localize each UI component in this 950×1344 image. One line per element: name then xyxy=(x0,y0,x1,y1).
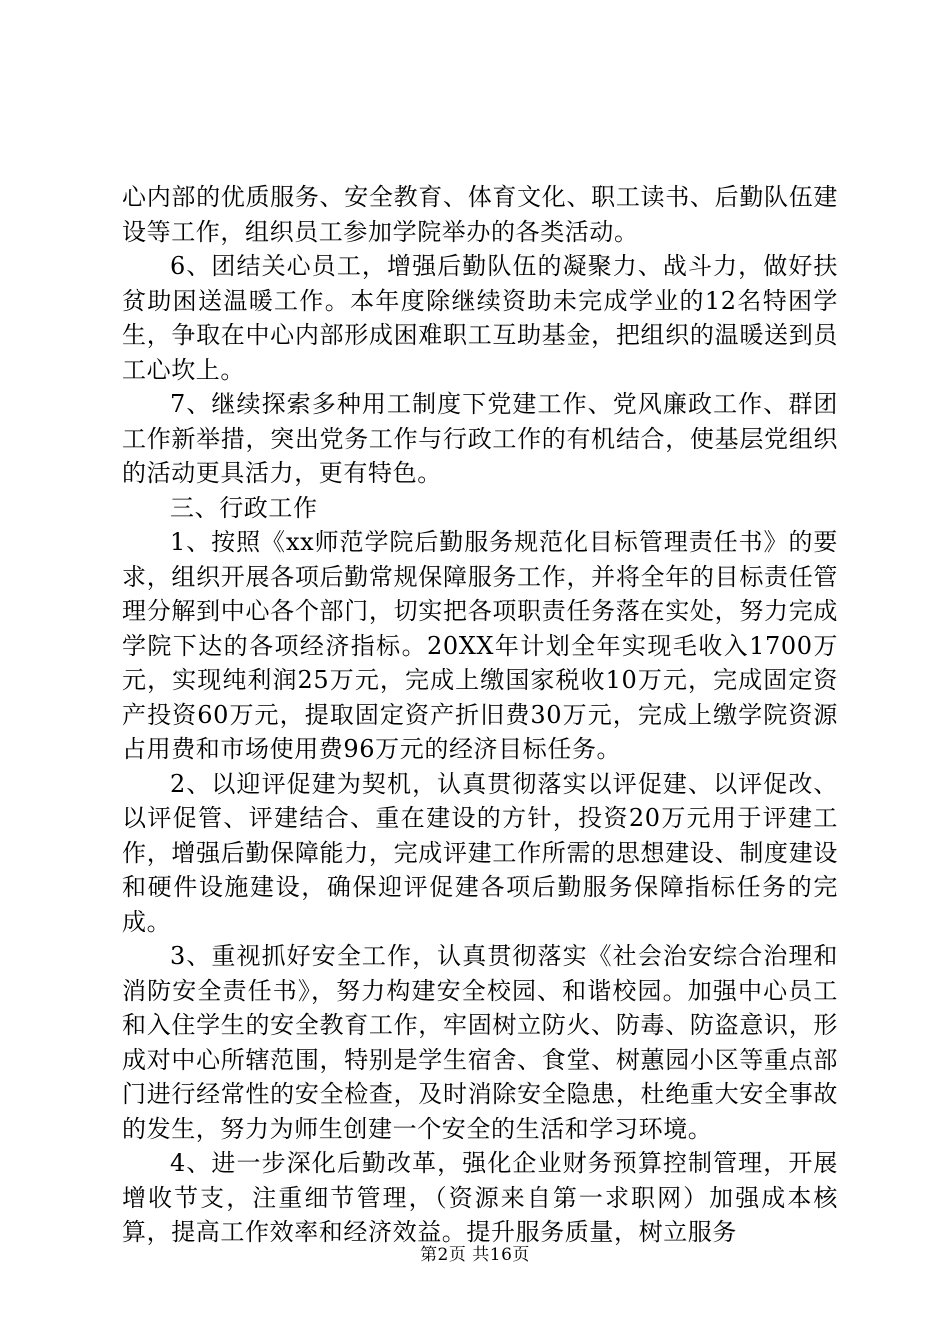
paragraph-admin-item-3: 3、重视抓好安全工作，认真贯彻落实《社会治安综合治理和消防安全责任书》，努力构建安全校园、和谐校园。加强中心员工和入住学生的安全教育工作，牢固树立防火、防毒、防盗意识，形成对中心所辖范围，特别是学生宿舍、食堂、树蕙园小区等重点部门进行经常性的安全检查，及时消除安全隐患，杜绝重大安全事故的发生，努力为师生创建一个安全的生活和学习环境。 xyxy=(122,942,838,1143)
paragraph-item-7: 7、继续探索多种用工制度下党建工作、党风廉政工作、群团工作新举措，突出党务工作与行政工作的有机结合，使基层党组织的活动更具活力，更有特色。 xyxy=(122,390,838,487)
page-number-footer: 第2页 共16页 xyxy=(420,1245,530,1265)
document-body xyxy=(122,180,838,1250)
paragraph-admin-item-2: 2、以迎评促建为契机，认真贯彻落实以评促建、以评促改、以评促管、评建结合、重在建设的方针，投资20万元用于评建工作，增强后勤保障能力，完成评建工作所需的思想建设、制度建设和硬件设施建设，确保迎评促建各项后勤服务保障指标任务的完成。 xyxy=(122,769,838,936)
paragraph-item-6: 6、团结关心员工，增强后勤队伍的凝聚力、战斗力，做好扶贫助困送温暖工作。本年度除继续资助未完成学业的12名特困学生，争取在中心内部形成困难职工互助基金，把组织的温暖送到员工心坎上。 xyxy=(122,252,838,384)
paragraph-admin-item-4: 4、进一步深化后勤改革，强化企业财务预算控制管理，开展增收节支，注重细节管理，（资源来自第一求职网）加强成本核算，提高工作效率和经济效益。提升服务质量，树立服务 xyxy=(122,1149,838,1246)
paragraph-admin-item-1: 1、按照《xx师范学院后勤服务规范化目标管理责任书》的要求，组织开展各项后勤常规保障服务工作，并将全年的目标责任管理分解到中心各个部门，切实把各项职责任务落在实处，努力完成学院下达的各项经济指标。20XX年计划全年实现毛收入1700万元，实现纯利润25万元，完成上缴国家税收10万元，完成固定资产投资60万元，提取固定资产折旧费30万元，完成上缴学院资源占用费和市场使用费96万元的经济目标任务。 xyxy=(122,528,838,763)
section-heading-administration: 三、行政工作 xyxy=(170,493,318,522)
paragraph-continuation: 心内部的优质服务、安全教育、体育文化、职工读书、后勤队伍建设等工作，组织员工参加学院举办的各类活动。 xyxy=(122,183,838,246)
